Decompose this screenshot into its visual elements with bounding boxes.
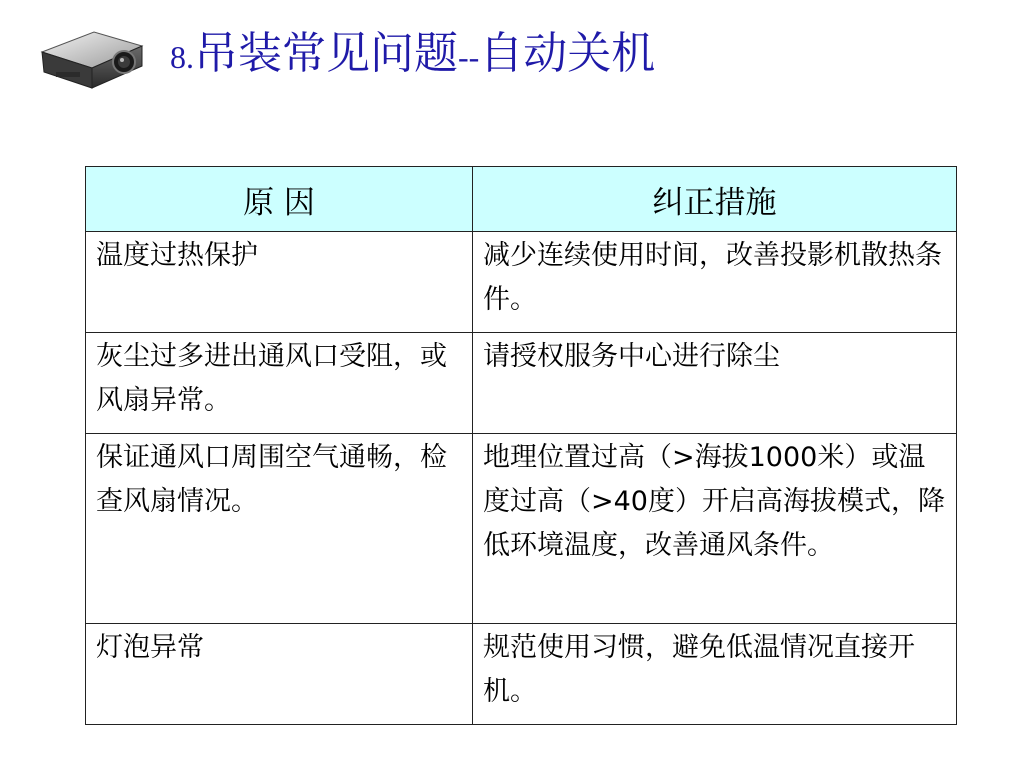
table-header-row: [86, 167, 957, 232]
title-main: 吊装常见问题: [194, 28, 458, 79]
table-row: [86, 434, 957, 624]
cause-cell: 灯泡异常: [86, 624, 473, 725]
projector-icon: [36, 22, 148, 98]
table-row: [86, 624, 957, 725]
slide-header: [36, 20, 148, 100]
slide-title: [170, 24, 655, 87]
cause-cell: 温度过热保护: [86, 232, 473, 333]
fix-cell: 请授权服务中心进行除尘: [473, 333, 957, 434]
fix-cell: 减少连续使用时间，改善投影机散热条件。: [473, 232, 957, 333]
cause-cell: 灰尘过多进出通风口受阻，或风扇异常。: [86, 333, 473, 434]
table-row: [86, 333, 957, 434]
issues-table: [85, 166, 957, 725]
title-sub: 自动关机: [479, 28, 656, 79]
table-row: [86, 232, 957, 333]
header-cause: 原 因: [86, 167, 473, 232]
header-fix: 纠正措施: [473, 167, 957, 232]
title-separator: --: [458, 39, 480, 75]
fix-cell: 规范使用习惯，避免低温情况直接开机。: [473, 624, 957, 725]
title-number: 8.: [170, 39, 194, 75]
cause-cell: 保证通风口周围空气通畅，检查风扇情况。: [86, 434, 473, 624]
fix-cell: 地理位置过高（>海拔1000米）或温度过高（>40度）开启高海拔模式，降低环境温度，改善通风条件。: [473, 434, 957, 624]
